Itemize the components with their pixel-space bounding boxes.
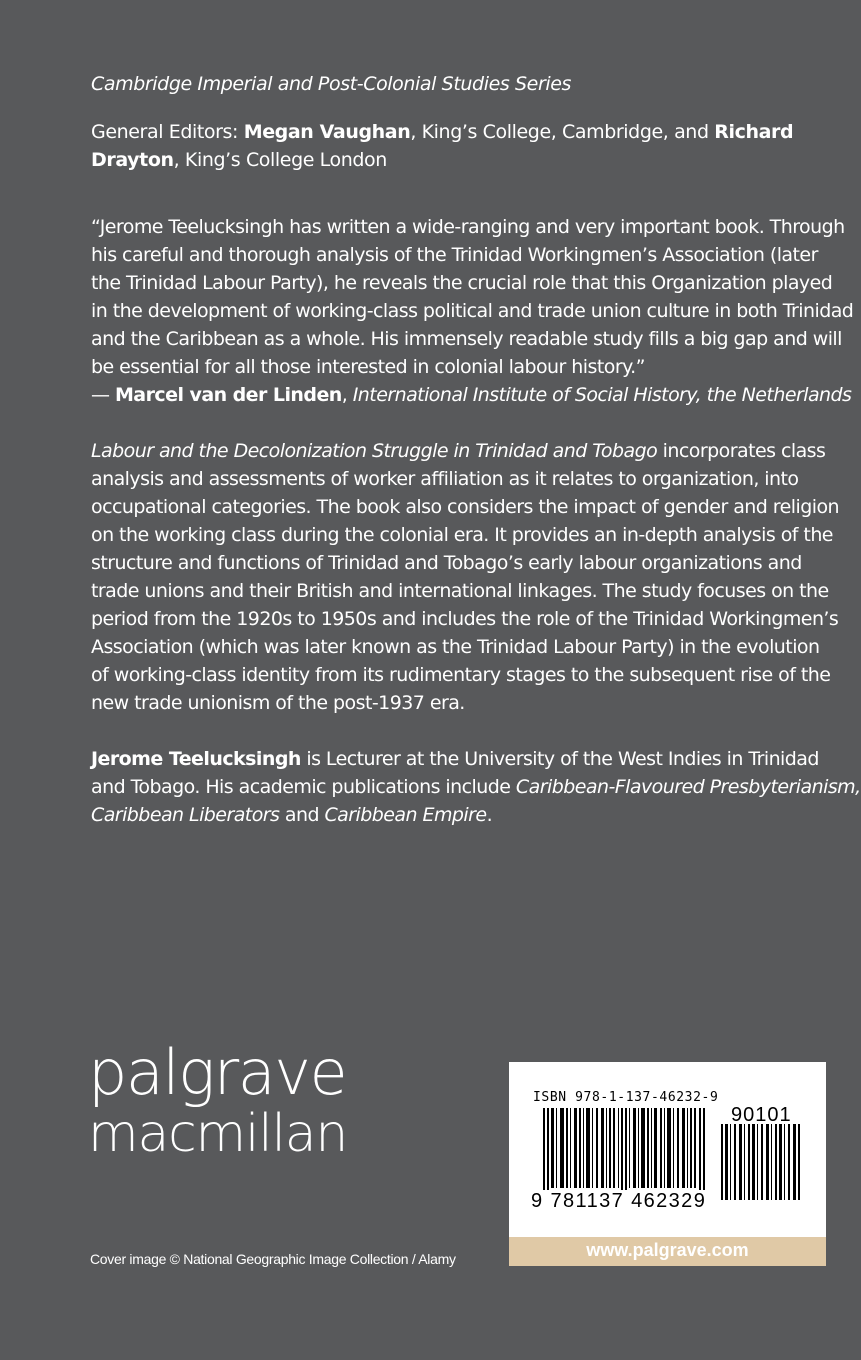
quote-affiliation: International Institute of Social History, the Netherlands [352, 384, 852, 406]
desc-line: structure and functions of Trinidad and Tobago’s early labour organizations and [91, 552, 802, 574]
desc-line: trade unions and their British and international linkages. The study focuses on the [91, 580, 829, 602]
bio-line [91, 773, 861, 801]
isbn-text: ISBN 978-1-137-46232-9 [533, 1090, 719, 1105]
bio-line2-start: and Tobago. His academic publications include [91, 776, 516, 798]
website-link[interactable]: www.palgrave.com [509, 1237, 826, 1266]
desc-line: Association (which was later known as the Trinidad Labour Party) in the evolution [91, 636, 820, 658]
bio-end: . [486, 804, 493, 826]
ean-barcode-bars [543, 1108, 713, 1200]
logo-line-1: palgrave [88, 1036, 347, 1109]
endorsement-quote [91, 213, 854, 409]
cover-image-credit: Cover image © National Geographic Image Collection / Alamy [90, 1251, 456, 1267]
quote-attribution [91, 381, 852, 409]
desc-first-rest: incorporates class [657, 440, 826, 462]
barcode [509, 1062, 826, 1237]
desc-line [91, 437, 831, 465]
desc-line: period from the 1920s to 1950s and includes the role of the Trinidad Workingmen’s [91, 608, 839, 630]
barcode-addon-digits: 90101 [731, 1104, 792, 1126]
addon-barcode-bars [721, 1124, 805, 1200]
editor-name-2b: Drayton [91, 149, 174, 171]
quote-line: be essential for all those interested in colonial labour history.” [91, 356, 645, 378]
bio-line [91, 745, 831, 773]
desc-line: occupational categories. The book also considers the impact of gender and religion [91, 496, 840, 518]
series-title: Cambridge Imperial and Post-Colonial Studies Series [91, 73, 572, 95]
quote-line: “Jerome Teelucksingh has written a wide-ranging and very important book. Through [91, 216, 845, 238]
publication-title: Caribbean Liberators [91, 804, 280, 826]
desc-line: analysis and assessments of worker affiliation as it relates to organization, into [91, 468, 799, 490]
author-bio [91, 745, 861, 829]
general-editors [91, 118, 821, 174]
desc-line: on the working class during the colonial era. It provides an in-depth analysis of the [91, 524, 833, 546]
editors-suffix: , King’s College London [173, 149, 387, 171]
desc-line: of working-class identity from its rudimentary stages to the subsequent rise of the [91, 664, 831, 686]
bio-and: and [279, 804, 325, 826]
quote-line: and the Caribbean as a whole. His immensely readable study fills a big gap and will [91, 328, 842, 350]
bio-line1-rest: is Lecturer at the University of the West Indies in Trinidad [300, 748, 819, 770]
editor-name-2a: Richard [714, 121, 794, 143]
attribution-comma: , [341, 384, 353, 406]
logo-line-2: macmillan [88, 1104, 348, 1164]
author-name: Jerome Teelucksingh [91, 748, 301, 770]
quote-line: his careful and thorough analysis of the Trinidad Workingmen’s Association (later [91, 244, 818, 266]
book-title: Labour and the Decolonization Struggle in Trinidad and Tobago [91, 440, 658, 462]
quote-line: the Trinidad Labour Party), he reveals the crucial role that this Organization played [91, 272, 833, 294]
attribution-dash: — [91, 384, 115, 406]
barcode-digits: 9 781137 462329 [531, 1190, 707, 1212]
book-description [91, 437, 840, 717]
publication-title: Caribbean-Flavoured Presbyterianism, [515, 776, 861, 798]
editors-prefix: General Editors: [91, 121, 244, 143]
bio-line [91, 801, 831, 829]
publication-title: Caribbean Empire [324, 804, 487, 826]
editor-name-1: Megan Vaughan [243, 121, 411, 143]
editors-mid: , King’s College, Cambridge, and [410, 121, 715, 143]
quote-author: Marcel van der Linden [114, 384, 342, 406]
palgrave-macmillan-logo [88, 1036, 348, 1164]
desc-line: new trade unionism of the post-1937 era. [91, 692, 465, 714]
quote-line: in the development of working-class political and trade union culture in both Trinidad [91, 300, 854, 322]
